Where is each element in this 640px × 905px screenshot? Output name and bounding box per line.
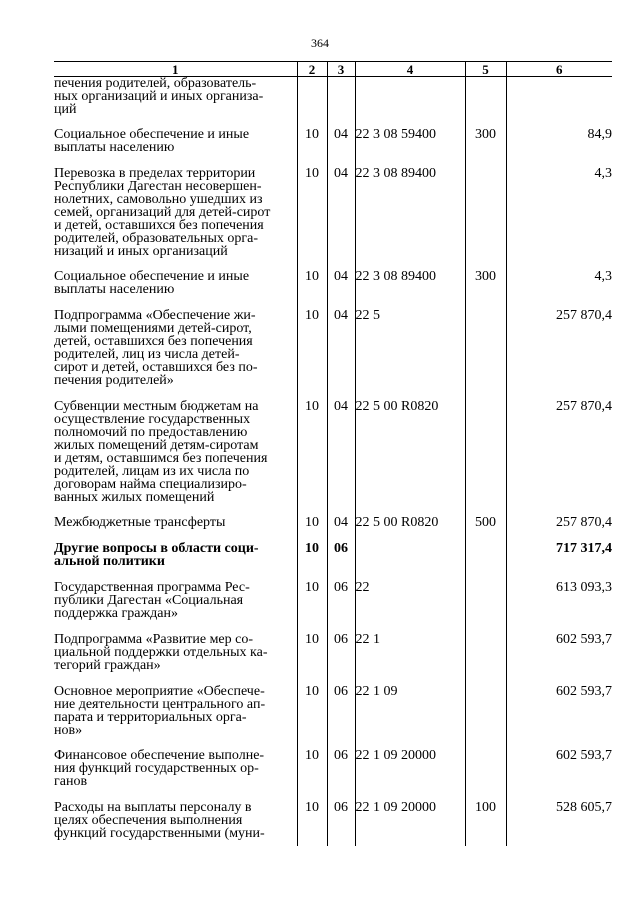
description-line: Социальное обеспечение и иные xyxy=(54,268,250,284)
description-line: целях обеспечения выполнения xyxy=(54,812,243,828)
amount: 613 093,3 xyxy=(506,581,612,633)
description-line: жилых помещений детям-сиротам xyxy=(54,437,259,453)
section-code: 10 xyxy=(297,309,327,400)
description-line: сирот и детей, оставшихся без по- xyxy=(54,359,258,375)
description-line: нолетних, самовольно ушедших из xyxy=(54,191,263,207)
table-row xyxy=(54,685,612,749)
description-line: Основное мероприятие «Обеспече- xyxy=(54,683,265,699)
description-line: Перевозка в пределах территории xyxy=(54,165,256,181)
expense-type-code xyxy=(465,167,506,270)
target-article-code xyxy=(355,542,465,581)
target-article-code: 22 3 08 59400 xyxy=(355,128,465,167)
description-line: Подпрограмма «Развитие мер со- xyxy=(54,631,254,647)
description-line: детей, оставшихся без попечения xyxy=(54,333,253,349)
description-line: альной политики xyxy=(54,553,165,569)
section-code: 10 xyxy=(297,167,327,270)
target-article-code: 22 1 09 xyxy=(355,685,465,749)
row-description xyxy=(54,542,297,581)
subsection-code: 06 xyxy=(327,749,355,801)
description-line: Финансовое обеспечение выполне- xyxy=(54,747,265,763)
subsection-code: 04 xyxy=(327,516,355,542)
column-header: 6 xyxy=(506,62,612,77)
description-line: тегорий граждан» xyxy=(54,657,161,673)
row-description xyxy=(54,581,297,633)
column-header: 3 xyxy=(327,62,355,77)
description-line: выплаты населению xyxy=(54,139,175,155)
description-line: Социальное обеспечение и иные xyxy=(54,126,250,142)
section-code: 10 xyxy=(297,542,327,581)
column-header: 4 xyxy=(355,62,465,77)
row-description xyxy=(54,270,297,309)
expense-type-code xyxy=(465,685,506,749)
row-description xyxy=(54,633,297,685)
expense-type-code xyxy=(465,542,506,581)
subsection-code: 06 xyxy=(327,685,355,749)
description-line: ния функций государственных ор- xyxy=(54,760,259,776)
amount: 257 870,4 xyxy=(506,309,612,400)
amount: 602 593,7 xyxy=(506,633,612,685)
section-code: 10 xyxy=(297,801,327,846)
expense-type-code xyxy=(465,633,506,685)
description-line: низаций и иных организаций xyxy=(54,243,228,259)
table-row xyxy=(54,309,612,400)
description-line: ние деятельности центрального ап- xyxy=(54,696,266,712)
description-line: договорам найма специализиро- xyxy=(54,476,247,492)
page-number: 364 xyxy=(311,36,329,50)
target-article-code: 22 1 xyxy=(355,633,465,685)
section-code xyxy=(297,77,327,128)
description-line: Межбюджетные трансферты xyxy=(54,514,226,530)
row-description xyxy=(54,516,297,542)
description-line: печения родителей» xyxy=(54,372,174,388)
description-line: ванных жилых помещений xyxy=(54,489,215,505)
description-line: и детей, оставшихся без попечения xyxy=(54,217,264,233)
expense-type-code: 100 xyxy=(465,801,506,846)
description-line: полномочий по предоставлению xyxy=(54,424,248,440)
budget-table xyxy=(54,61,612,846)
description-line: осуществление государственных xyxy=(54,411,251,427)
target-article-code: 22 5 00 R0820 xyxy=(355,400,465,516)
description-line: Другие вопросы в области соци- xyxy=(54,540,259,556)
expense-type-code: 300 xyxy=(465,128,506,167)
subsection-code: 04 xyxy=(327,167,355,270)
subsection-code: 04 xyxy=(327,128,355,167)
table-row xyxy=(54,400,612,516)
subsection-code: 04 xyxy=(327,309,355,400)
description-line: Подпрограмма «Обеспечение жи- xyxy=(54,307,256,323)
description-line: выплаты населению xyxy=(54,281,175,297)
table-row xyxy=(54,270,612,309)
table-row xyxy=(54,77,612,128)
expense-type-code xyxy=(465,581,506,633)
target-article-code: 22 xyxy=(355,581,465,633)
expense-type-code xyxy=(465,400,506,516)
table-row xyxy=(54,167,612,270)
table-header-row xyxy=(54,62,612,77)
subsection-code: 06 xyxy=(327,581,355,633)
description-line: нов» xyxy=(54,722,83,738)
description-line: Расходы на выплаты персоналу в xyxy=(54,799,252,815)
expense-type-code xyxy=(465,77,506,128)
description-line: Субвенции местным бюджетам на xyxy=(54,398,259,414)
row-description xyxy=(54,685,297,749)
section-code: 10 xyxy=(297,581,327,633)
description-line: родителей, лицам из их числа по xyxy=(54,463,250,479)
target-article-code: 22 5 xyxy=(355,309,465,400)
table-row xyxy=(54,542,612,581)
subsection-code: 04 xyxy=(327,400,355,516)
description-line: циальной поддержки отдельных ка- xyxy=(54,644,268,660)
amount: 84,9 xyxy=(506,128,612,167)
row-description xyxy=(54,801,297,846)
amount xyxy=(506,77,612,128)
amount: 602 593,7 xyxy=(506,749,612,801)
subsection-code xyxy=(327,77,355,128)
description-line: ных организаций и иных организа- xyxy=(54,89,264,104)
subsection-code: 06 xyxy=(327,542,355,581)
amount: 602 593,7 xyxy=(506,685,612,749)
description-line: лыми помещениями детей-сирот, xyxy=(54,320,252,336)
description-line: родителей, лиц из числа детей- xyxy=(54,346,240,362)
subsection-code: 04 xyxy=(327,270,355,309)
target-article-code: 22 3 08 89400 xyxy=(355,167,465,270)
description-line: Республики Дагестан несовершен- xyxy=(54,178,262,194)
description-line: Государственная программа Рес- xyxy=(54,579,250,595)
table-row xyxy=(54,633,612,685)
description-line: функций государственными (муни- xyxy=(54,825,265,841)
target-article-code: 22 1 09 20000 xyxy=(355,749,465,801)
expense-type-code: 500 xyxy=(465,516,506,542)
column-header: 5 xyxy=(465,62,506,77)
amount: 257 870,4 xyxy=(506,400,612,516)
target-article-code: 22 3 08 89400 xyxy=(355,270,465,309)
row-description xyxy=(54,167,297,270)
section-code: 10 xyxy=(297,128,327,167)
table-row xyxy=(54,801,612,846)
row-description xyxy=(54,77,297,128)
row-description xyxy=(54,128,297,167)
row-description xyxy=(54,749,297,801)
column-header: 1 xyxy=(54,62,297,77)
table-row xyxy=(54,581,612,633)
description-line: печения родителей, образователь- xyxy=(54,76,257,91)
row-description xyxy=(54,309,297,400)
amount: 528 605,7 xyxy=(506,801,612,846)
section-code: 10 xyxy=(297,400,327,516)
amount: 717 317,4 xyxy=(506,542,612,581)
section-code: 10 xyxy=(297,685,327,749)
target-article-code: 22 5 00 R0820 xyxy=(355,516,465,542)
section-code: 10 xyxy=(297,516,327,542)
subsection-code: 06 xyxy=(327,801,355,846)
expense-type-code xyxy=(465,309,506,400)
expense-type-code xyxy=(465,749,506,801)
table-row xyxy=(54,128,612,167)
amount: 4,3 xyxy=(506,167,612,270)
section-code: 10 xyxy=(297,633,327,685)
description-line: и детям, оставшимся без попечения xyxy=(54,450,268,466)
description-line: ганов xyxy=(54,773,88,789)
target-article-code: 22 1 09 20000 xyxy=(355,801,465,846)
section-code: 10 xyxy=(297,749,327,801)
table-row xyxy=(54,749,612,801)
description-line: родителей, образовательных орга- xyxy=(54,230,259,246)
column-header: 2 xyxy=(297,62,327,77)
expense-type-code: 300 xyxy=(465,270,506,309)
description-line: публики Дагестан «Социальная xyxy=(54,592,244,608)
description-line: поддержка граждан» xyxy=(54,605,178,621)
table-row xyxy=(54,516,612,542)
description-line: парата и территориальных орга- xyxy=(54,709,247,725)
amount: 4,3 xyxy=(506,270,612,309)
row-description xyxy=(54,400,297,516)
amount: 257 870,4 xyxy=(506,516,612,542)
section-code: 10 xyxy=(297,270,327,309)
description-line: ций xyxy=(54,102,77,117)
target-article-code xyxy=(355,77,465,128)
subsection-code: 06 xyxy=(327,633,355,685)
description-line: семей, организаций для детей-сирот xyxy=(54,204,271,220)
